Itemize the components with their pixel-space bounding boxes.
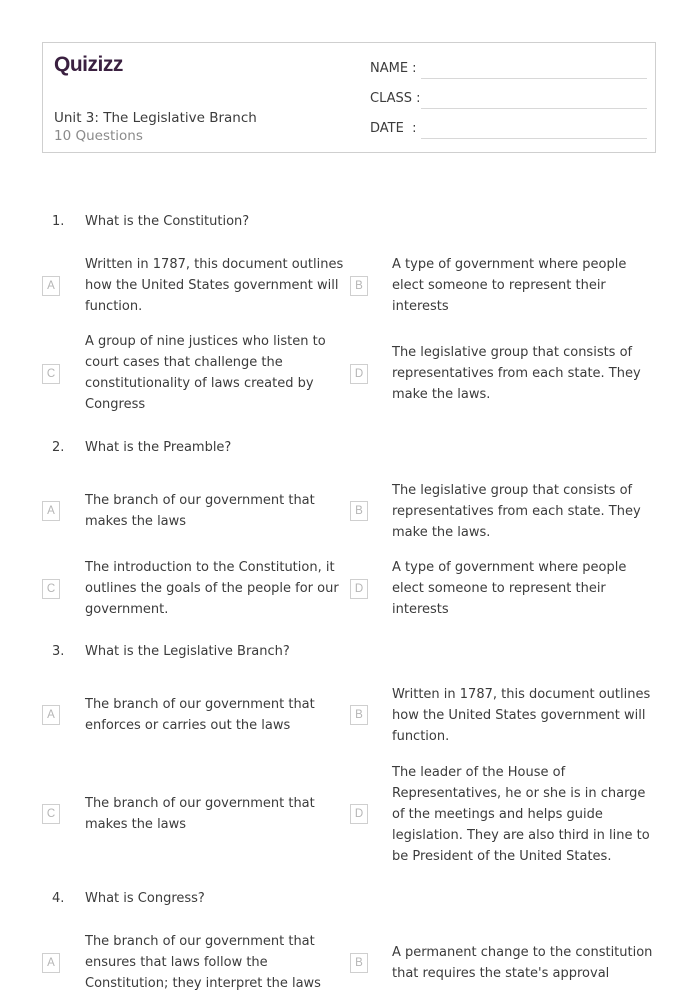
- option-letter: B: [350, 705, 368, 725]
- option-letter: C: [42, 579, 60, 599]
- option-letter: A: [42, 276, 60, 296]
- question-number: 1.: [52, 214, 65, 229]
- option-letter: D: [350, 579, 368, 599]
- option-letter: B: [350, 501, 368, 521]
- option-text: The legislative group that consists of representatives from each state. They make the laws.: [392, 483, 641, 540]
- name-label: NAME :: [370, 61, 417, 76]
- option-text: Written in 1787, this document outlines how the United States government will function.: [392, 687, 651, 744]
- option-letter: A: [42, 705, 60, 725]
- question-text: What is Congress?: [85, 891, 205, 906]
- worksheet-header: [42, 42, 656, 153]
- quizizz-logo: Quizizz: [54, 53, 123, 76]
- option-letter: B: [350, 276, 368, 296]
- question-number: 2.: [52, 440, 65, 455]
- option-letter: A: [42, 501, 60, 521]
- question-text: What is the Constitution?: [85, 214, 250, 229]
- option-letter: A: [42, 953, 60, 973]
- option-text: A group of nine justices who listen to court cases that challenge the constitutionality of laws created by Congress: [85, 334, 326, 412]
- option-letter: D: [350, 364, 368, 384]
- worksheet-title: Unit 3: The Legislative Branch: [54, 110, 257, 126]
- class-label: CLASS :: [370, 91, 421, 106]
- option-text: The branch of our government that makes the laws: [85, 493, 315, 529]
- option-letter: C: [42, 804, 60, 824]
- question-text: What is the Legislative Branch?: [85, 644, 290, 659]
- option-text: Written in 1787, this document outlines how the United States government will function.: [85, 257, 344, 314]
- date-field[interactable]: [421, 138, 647, 139]
- option-text: The legislative group that consists of representatives from each state. They make the laws.: [392, 345, 641, 402]
- class-field[interactable]: [421, 108, 647, 109]
- option-text: A type of government where people elect someone to represent their interests: [392, 257, 627, 314]
- option-letter: B: [350, 953, 368, 973]
- option-letter: C: [42, 364, 60, 384]
- option-text: The branch of our government that enforces or carries out the laws: [85, 697, 315, 733]
- name-field[interactable]: [421, 78, 647, 79]
- option-text: The branch of our government that makes the laws: [85, 796, 315, 832]
- question-count: 10 Questions: [54, 128, 143, 144]
- option-text: The branch of our government that ensures that laws follow the Constitution; they interpret the laws: [85, 934, 321, 991]
- option-text: A type of government where people elect someone to represent their interests: [392, 560, 627, 617]
- question-text: What is the Preamble?: [85, 440, 232, 455]
- question-number: 4.: [52, 891, 65, 906]
- option-letter: D: [350, 804, 368, 824]
- question-number: 3.: [52, 644, 65, 659]
- option-text: The introduction to the Constitution, it outlines the goals of the people for our government.: [85, 560, 339, 617]
- date-label: DATE :: [370, 121, 417, 136]
- option-text: A permanent change to the constitution that requires the state's approval: [392, 945, 653, 981]
- option-text: The leader of the House of Representatives, he or she is in charge of the meetings and helps guide legislation. They are also third in line to be President of the United States.: [392, 765, 650, 864]
